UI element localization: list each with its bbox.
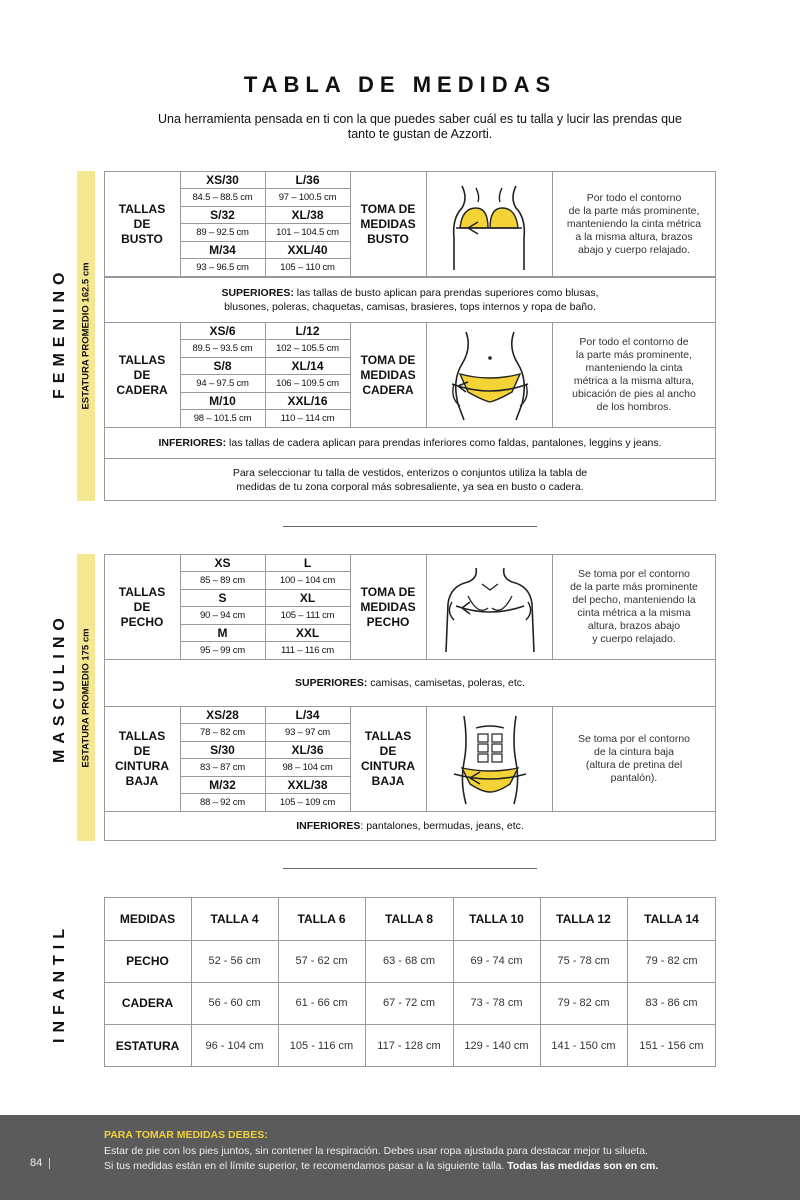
busto-range-xxl: 105 – 110 cm xyxy=(280,262,335,273)
infantil-cell: 105 - 116 cm xyxy=(289,1039,354,1052)
page-title: TABLA DE MEDIDAS xyxy=(243,72,557,97)
cadera-size-xs: XS/6 xyxy=(209,323,236,338)
infantil-header-medidas: MEDIDAS xyxy=(119,911,176,926)
infantil-row-label: ESTATURA xyxy=(115,1038,180,1053)
cadera-range-m: 98 – 101.5 cm xyxy=(193,413,252,424)
busto-range-xl: 101 – 104.5 cm xyxy=(276,226,339,238)
busto-size-xxl: XXL/40 xyxy=(287,242,328,257)
infantil-row-label: PECHO xyxy=(126,954,169,968)
cintura-range-m: 88 – 92 cm xyxy=(200,797,245,808)
busto-range-s: 89 – 92.5 cm xyxy=(196,226,249,238)
infantil-cell: 151 - 156 cm xyxy=(639,1039,704,1052)
infantil-cell: 79 - 82 cm xyxy=(645,955,698,967)
bust-measure-illustration xyxy=(432,178,546,272)
busto-size-l: L/36 xyxy=(295,172,320,187)
infantil-cell: 73 - 78 cm xyxy=(470,997,523,1009)
footer-line-1: Estar de pie con los pies juntos, sin contener la respiración. Debes usar ropa ajustada para destacar mejor tu silueta. xyxy=(104,1145,648,1157)
infantil-cell: 129 - 140 cm xyxy=(464,1039,529,1052)
infantil-header-talla-6: TALLA 6 xyxy=(297,911,346,926)
cintura-size-l: L/34 xyxy=(295,707,320,722)
busto-size-s: S/32 xyxy=(210,207,235,222)
cadera-toma: TOMA DE MEDIDAS CADERA xyxy=(360,352,416,397)
cintura-toma: TALLAS DE CINTURA BAJA xyxy=(361,729,415,788)
cadera-description: Por todo el contorno de la parte más prominente, manteniendo la cinta métrica a la misma altura, ubicación de pies al ancho de los hombros. xyxy=(572,336,696,413)
cintura-range-s: 83 – 87 cm xyxy=(200,761,245,773)
infantil-cell: 117 - 128 cm xyxy=(377,1039,441,1052)
pecho-range-m: 95 – 99 cm xyxy=(200,645,245,656)
pecho-range-xxl: 111 – 116 cm xyxy=(280,645,335,656)
hip-measure-illustration xyxy=(438,328,542,422)
estatura-label-femenino: ESTATURA PROMEDIO 162.5 cm xyxy=(80,262,92,410)
section-divider-2 xyxy=(283,868,537,869)
infantil-cell: 56 - 60 cm xyxy=(208,997,261,1009)
infantil-cell: 63 - 68 cm xyxy=(383,955,435,967)
cadera-range-xxl: 110 – 114 cm xyxy=(280,413,335,424)
section-label-masculino: MASCULINO xyxy=(51,612,68,763)
pecho-toma: TOMA DE MEDIDAS PECHO xyxy=(360,584,416,629)
page-number: 84 xyxy=(30,1157,43,1169)
waist-measure-illustration xyxy=(440,712,540,806)
cintura-range-l: 93 – 97 cm xyxy=(285,726,330,738)
section-label-femenino: FEMENINO xyxy=(51,266,68,399)
pecho-size-s: S xyxy=(218,590,227,605)
cadera-range-l: 102 – 105.5 cm xyxy=(276,342,339,354)
busto-size-xl: XL/38 xyxy=(291,207,324,222)
busto-range-l: 97 – 100.5 cm xyxy=(278,191,337,203)
infantil-cell: 67 - 72 cm xyxy=(383,997,435,1009)
superiores-note-femenino: SUPERIORES: las tallas de busto aplican para prendas superiores como blusas, blusones, poleras, chaquetas, camisas, brasieres, tops internos y ropa de baño. xyxy=(221,287,599,313)
pecho-header: TALLAS DE PECHO xyxy=(118,584,166,629)
vestidos-note: Para seleccionar tu talla de vestidos, enterizos o conjuntos utiliza la tabla de medidas de tu zona corporal más sobresaliente, ya sea en busto o cadera. xyxy=(232,466,588,493)
cadera-range-s: 94 – 97.5 cm xyxy=(196,377,249,389)
cintura-size-m: M/32 xyxy=(209,777,236,792)
infantil-cell: 57 - 62 cm xyxy=(295,955,348,967)
infantil-cell: 96 - 104 cm xyxy=(205,1039,264,1052)
infantil-cell: 83 - 86 cm xyxy=(645,997,698,1009)
pecho-range-xl: 105 – 111 cm xyxy=(280,609,335,621)
cadera-header: TALLAS DE CADERA xyxy=(116,352,168,397)
cadera-size-l: L/12 xyxy=(295,323,320,338)
cintura-size-s: S/30 xyxy=(210,742,235,757)
infantil-header-talla-12: TALLA 12 xyxy=(556,911,611,926)
cintura-size-xxl: XXL/38 xyxy=(287,777,328,792)
infantil-header-talla-4: TALLA 4 xyxy=(210,911,259,926)
busto-size-m: M/34 xyxy=(209,242,236,257)
cintura-range-xs: 78 – 82 cm xyxy=(200,726,245,738)
cadera-range-xl: 106 – 109.5 cm xyxy=(276,377,339,389)
infantil-row-label: CADERA xyxy=(121,996,174,1010)
footer-line-2: Si tus medidas están en el límite superior, te recomendamos pasar a la siguiente talla. Todas las medidas son en cm. xyxy=(104,1160,659,1172)
pecho-range-s: 90 – 94 cm xyxy=(200,609,245,621)
infantil-cell: 79 - 82 cm xyxy=(557,997,610,1009)
estatura-label-masculino: ESTATURA PROMEDIO 175 cm xyxy=(80,627,92,768)
footer-heading: PARA TOMAR MEDIDAS DEBES: xyxy=(104,1129,268,1141)
cadera-size-s: S/8 xyxy=(213,358,232,373)
infantil-cell: 69 - 74 cm xyxy=(470,955,523,967)
estatura-bar-femenino xyxy=(77,171,95,501)
busto-toma: TOMA DE MEDIDAS BUSTO xyxy=(360,201,416,246)
infantil-cell: 75 - 78 cm xyxy=(557,955,610,967)
section-label-infantil: INFANTIL xyxy=(51,923,68,1043)
cadera-size-m: M/10 xyxy=(209,393,236,408)
pecho-size-xs: XS xyxy=(214,555,231,570)
pecho-range-l: 100 – 104 cm xyxy=(279,574,336,586)
inferiores-note-masculino: INFERIORES: pantalones, bermudas, jeans, etc. xyxy=(296,820,524,832)
infantil-header-talla-8: TALLA 8 xyxy=(385,911,433,926)
cadera-size-xxl: XXL/16 xyxy=(287,393,328,408)
page-subtitle: Una herramienta pensada en ti con la que puedes saber cuál es tu talla y lucir las prendas que tanto te gustan de Azzorti. xyxy=(158,112,682,141)
pecho-size-m: M xyxy=(217,625,228,640)
pecho-range-xs: 85 – 89 cm xyxy=(200,574,245,586)
section-divider-1 xyxy=(283,526,537,527)
cintura-description: Se toma por el contorno de la cintura baja (altura de pretina del pantalón). xyxy=(577,733,691,784)
busto-header: TALLAS DE BUSTO xyxy=(118,201,166,246)
footer-panel xyxy=(0,1115,800,1200)
infantil-cell: 61 - 66 cm xyxy=(295,997,348,1009)
chest-measure-illustration xyxy=(438,562,542,654)
pecho-size-xl: XL xyxy=(299,590,316,605)
pecho-size-l: L xyxy=(303,555,312,570)
busto-size-xs: XS/30 xyxy=(206,172,239,187)
infantil-header-talla-10: TALLA 10 xyxy=(469,911,524,926)
infantil-cell: 52 - 56 cm xyxy=(208,955,261,967)
estatura-bar-masculino xyxy=(77,554,95,841)
infantil-header-talla-14: TALLA 14 xyxy=(644,911,699,926)
inferiores-note-femenino: INFERIORES: las tallas de cadera aplican para prendas inferiores como faldas, pantalones, leggins y jeans. xyxy=(158,437,662,449)
superiores-note-masculino: SUPERIORES: camisas, camisetas, poleras, etc. xyxy=(295,677,525,689)
cintura-range-xxl: 105 – 109 cm xyxy=(279,797,336,808)
cadera-size-xl: XL/14 xyxy=(291,358,324,373)
cintura-size-xs: XS/28 xyxy=(206,707,239,722)
infantil-cell: 141 - 150 cm xyxy=(551,1039,616,1052)
cintura-header: TALLAS DE CINTURA BAJA xyxy=(115,729,169,788)
cintura-size-xl: XL/36 xyxy=(291,742,324,757)
cintura-range-xl: 98 – 104 cm xyxy=(282,761,333,773)
busto-range-xs: 84.5 – 88.5 cm xyxy=(192,191,253,203)
cadera-range-xs: 89.5 – 93.5 cm xyxy=(192,342,253,354)
busto-range-m: 93 – 96.5 cm xyxy=(196,262,249,273)
pecho-size-xxl: XXL xyxy=(295,625,320,640)
busto-description: Por todo el contorno de la parte más prominente, manteniendo la cinta métrica a la misma altura, brazos abajo y cuerpo relajado. xyxy=(566,191,702,256)
pecho-description: Se toma por el contorno de la parte más prominente del pecho, manteniendo la cinta métrica a la misma altura, brazos abajo y cuerpo relajado. xyxy=(570,568,698,645)
